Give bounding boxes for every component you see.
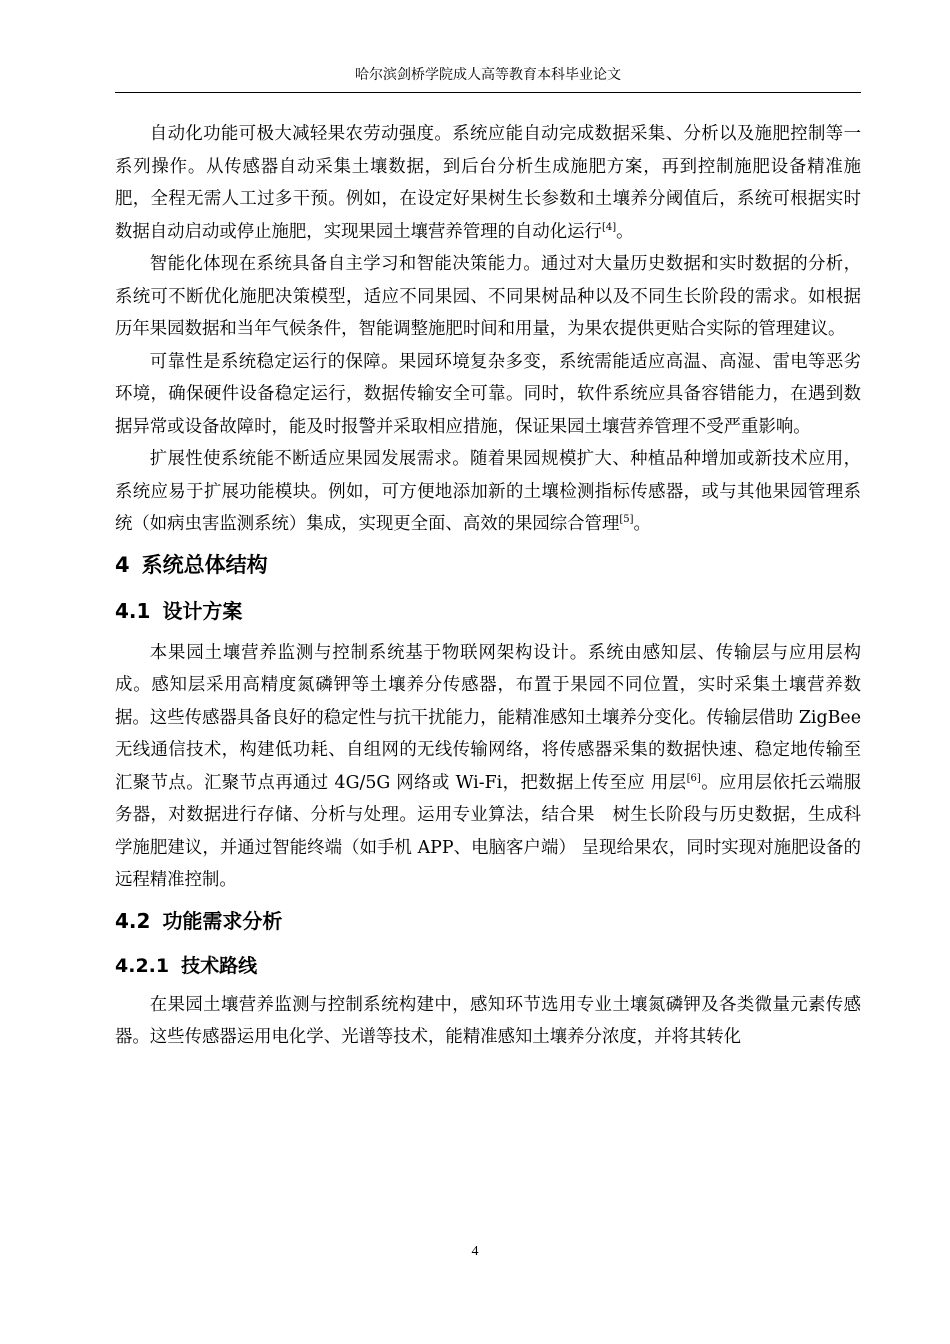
paragraph-tech-route: [115, 989, 861, 1054]
paragraph-tail: 。: [633, 514, 651, 534]
section-number: 4.2: [115, 908, 151, 933]
paragraph-tail: 。应用层依托云端服务器，对数据进行存储、分析与处理。运用专业算法，结合果 树生长阶段与历史数据，生成科学施肥建议，并通过智能终端（如手机 APP、电脑客户端） 呈现给果农，同时实现对施肥设备的远程精准控制。: [115, 772, 861, 890]
section-title: 功能需求分析: [162, 908, 283, 933]
page-header: 哈尔滨剑桥学院成人高等教育本科毕业论文: [115, 64, 861, 93]
paragraph-text: 可靠性是系统稳定运行的保障。果园环境复杂多变，系统需能适应高温、高湿、雷电等恶劣环境，确保硬件设备稳定运行，数据传输安全可靠。同时，软件系统应具备容错能力，在遇到数据异常或设备故障时，能及时报警并采取相应措施，保证果园土壤营养管理不受严重影响。: [115, 351, 861, 437]
section-heading-4-2: [115, 901, 861, 941]
section-title: 设计方案: [162, 598, 243, 623]
section-number: 4: [115, 552, 130, 577]
section-heading-4-1: [115, 591, 861, 631]
paragraph-text: 本果园土壤营养监测与控制系统基于物联网架构设计。系统由感知层、传输层与应用层构成。感知层采用高精度氮磷钾等土壤养分传感器，布置于果园不同位置，实时采集土壤营养数据。这些传感器具备良好的稳定性与抗干扰能力，能精准感知土壤养分变化。传输层借助 ZigBee 无线通信技术，构建低功耗、自组网的无线传输网络，将传感器采集的数据快速、稳定地传输至汇聚节点。汇聚节点再通过 4G/5G 网络或 Wi-Fi，把数据上传至应 用层: [115, 642, 861, 793]
paragraph-intelligence: [115, 248, 861, 346]
paragraph-text: 在果园土壤营养监测与控制系统构建中，感知环节选用专业土壤氮磷钾及各类微量元素传感器。这些传感器运用电化学、光谱等技术，能精准感知土壤养分浓度，并将其转化: [115, 994, 861, 1047]
section-heading-4-2-1: [115, 947, 861, 985]
section-title: 技术路线: [181, 954, 258, 977]
section-number: 4.2.1: [115, 954, 170, 977]
paragraph-extensibility: [115, 443, 861, 541]
section-title: 系统总体结构: [141, 552, 268, 577]
paragraph-design-scheme: [115, 637, 861, 897]
paragraph-reliability: [115, 346, 861, 444]
paragraph-automation: [115, 118, 861, 248]
paragraph-text: 扩展性使系统能不断适应果园发展需求。随着果园规模扩大、种植品种增加或新技术应用，系统应易于扩展功能模块。例如，可方便地添加新的土壤检测指标传感器，或与其他果园管理系统（如病虫害监测系统）集成，实现更全面、高效的果园综合管理: [115, 449, 861, 534]
body-content: [115, 118, 861, 1054]
paragraph-tail: 。: [616, 221, 634, 242]
citation-ref: [6]: [686, 772, 701, 784]
section-number: 4.1: [115, 598, 151, 623]
section-heading-4: [115, 545, 861, 585]
citation-ref: [5]: [619, 514, 634, 526]
paragraph-text: 智能化体现在系统具备自主学习和智能决策能力。通过对大量历史数据和实时数据的分析，系统可不断优化施肥决策模型，适应不同果园、不同果树品种以及不同生长阶段的需求。如根据历年果园数据和当年气候条件，智能调整施肥时间和用量，为果农提供更贴合实际的管理建议。: [115, 254, 861, 339]
paragraph-text: 自动化功能可极大减轻果农劳动强度。系统应能自动完成数据采集、分析以及施肥控制等一系列操作。从传感器自动采集土壤数据，到后台分析生成施肥方案，再到控制施肥设备精准施肥，全程无需人工过多干预。例如，在设定好果树生长参数和土壤养分阈值后，系统可根据实时数据自动启动或停止施肥，实现果园土壤营养管理的自动化运行: [115, 124, 861, 242]
page-number: 4: [471, 1244, 479, 1259]
citation-ref: [4]: [601, 221, 617, 233]
